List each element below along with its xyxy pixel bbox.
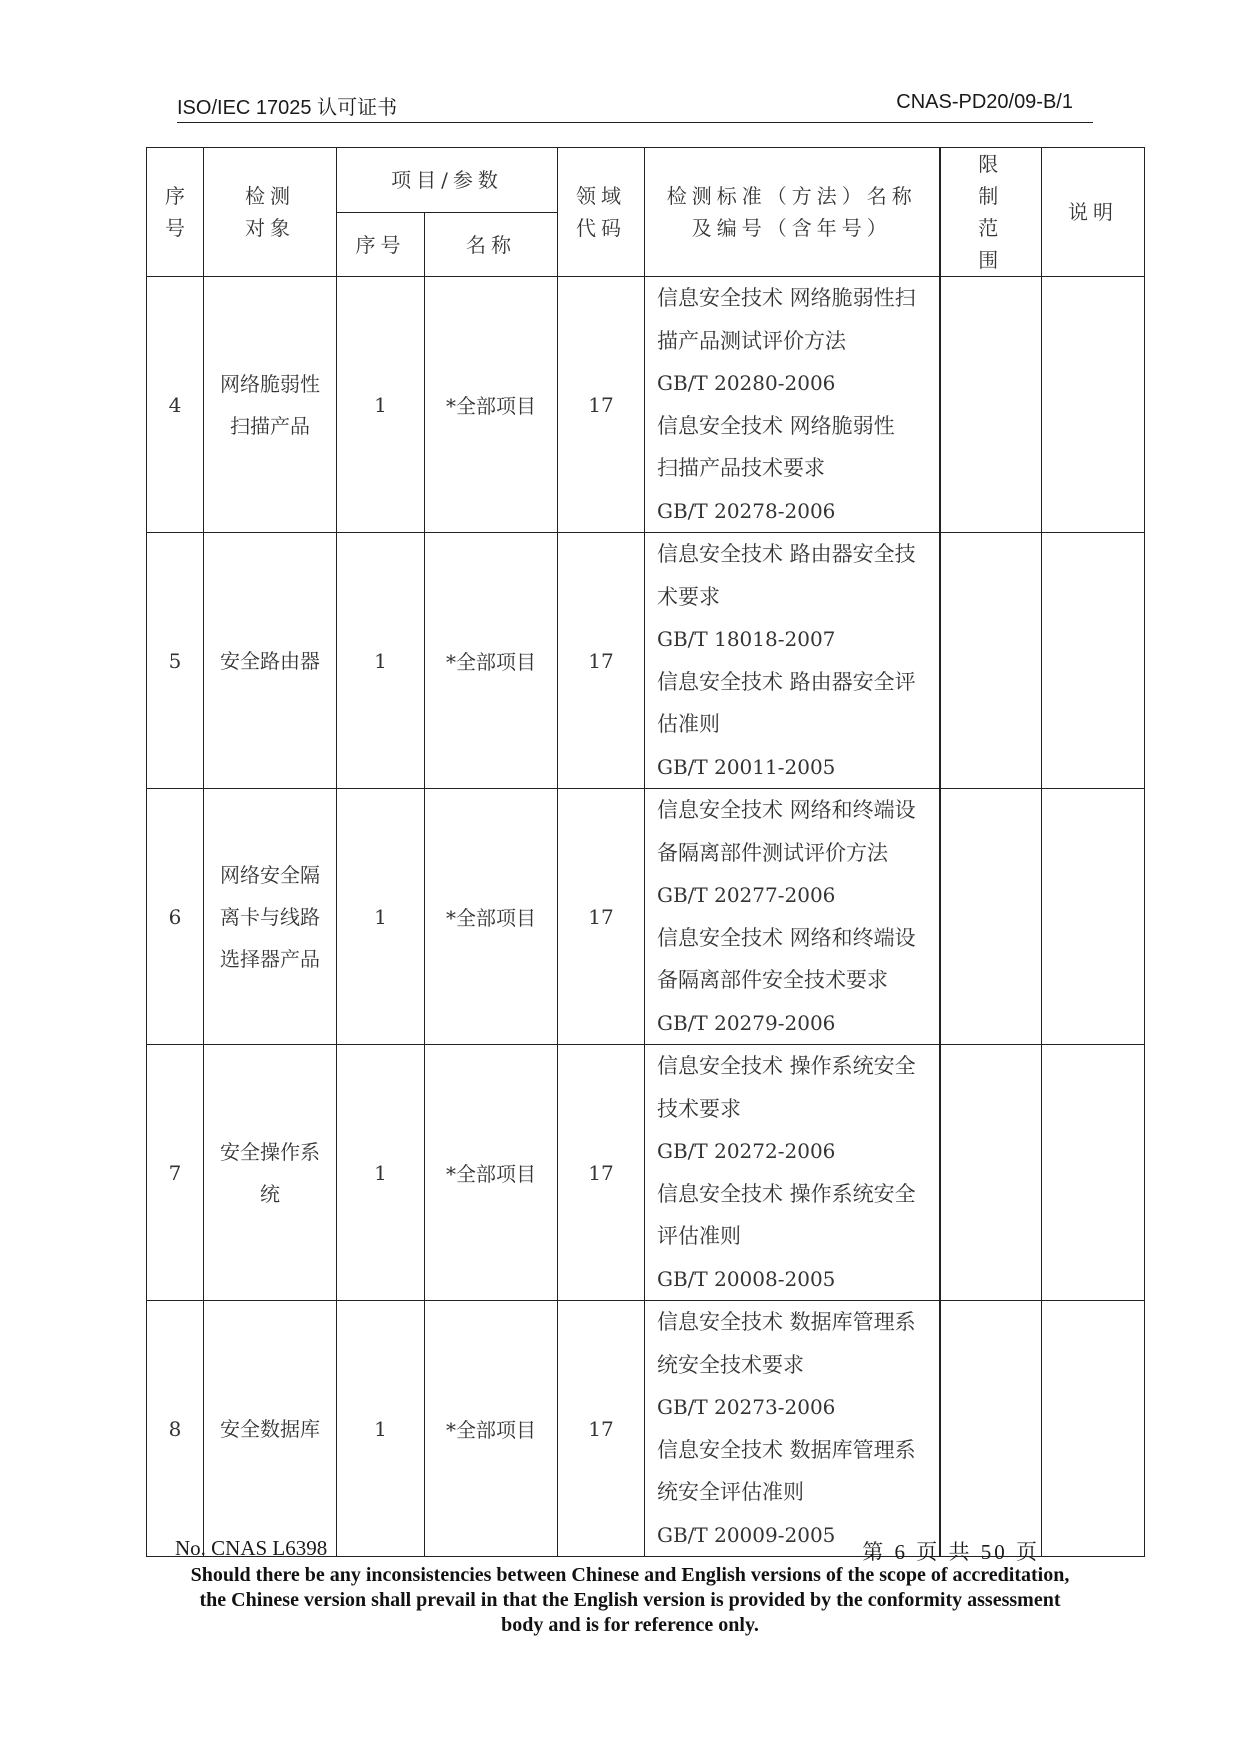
standard-line: 估准则 [657,712,720,736]
row-seq: 5 [147,533,204,789]
row-domain-code: 17 [558,1301,645,1557]
standard-line: 扫描产品技术要求 [657,456,825,480]
col-header-domain-code: 领域代码 [558,148,645,277]
row-object: 安全路由器 [204,533,337,789]
standard-code: GB/T 20280-2006 [657,371,836,395]
row-limit [940,533,1042,789]
standard-line: 信息安全技术 数据库管理系 [657,1437,916,1462]
standard-code: GB/T 20279-2006 [657,1010,836,1035]
row-note [1042,1045,1145,1301]
table-row [147,533,1145,789]
col-header-item-seq: 序号 [337,213,425,277]
row-limit [940,277,1042,533]
row-object: 网络脆弱性扫描产品 [204,277,337,533]
standard-line: 信息安全技术 路由器安全技 [657,542,916,566]
header-row [147,148,1145,213]
row-note [1042,1301,1145,1557]
table-row [147,789,1145,1045]
header-certificate-title: ISO/IEC 17025 认可证书 [177,97,398,119]
standard-line: 信息安全技术 数据库管理系 [657,1310,916,1334]
row-standard [645,533,940,789]
page-header [177,88,1093,123]
language-notice: Should there be any inconsistencies between Chinese and English versions of the scope of accreditation, the Chinese version shall prevail in that the English version is provided by the conformity assessment body and is for reference only. [190,1564,1070,1636]
standard-line: 备隔离部件安全技术要求 [657,968,888,992]
standard-line: 技术要求 [657,1096,741,1121]
row-standard [645,1301,940,1557]
standard-line: 描产品测试评价方法 [657,328,846,353]
row-item-seq: 1 [337,789,425,1045]
standard-line: 信息安全技术 操作系统安全 [657,1054,916,1078]
standard-line: 信息安全技术 网络和终端设 [657,925,916,950]
col-header-item-name: 名称 [425,213,558,277]
standard-line: 评估准则 [657,1224,741,1248]
standard-code: GB/T 18018-2007 [657,627,836,651]
row-domain-code: 17 [558,533,645,789]
col-header-note: 说明 [1042,148,1145,277]
row-limit [940,1301,1042,1557]
row-limit [940,1045,1042,1301]
standard-line: 信息安全技术 网络脆弱性扫 [657,286,916,310]
standard-code: GB/T 20008-2005 [657,1266,836,1291]
row-seq: 7 [147,1045,204,1301]
standard-line: 信息安全技术 网络和终端设 [657,798,916,822]
row-limit [940,789,1042,1045]
standard-code: GB/T 20011-2005 [657,754,836,779]
standard-line: 备隔离部件测试评价方法 [657,840,888,865]
row-item-seq: 1 [337,533,425,789]
standard-line: 统安全技术要求 [657,1352,804,1377]
row-item-seq: 1 [337,1045,425,1301]
row-note [1042,277,1145,533]
table-row [147,277,1145,533]
standard-line: 信息安全技术 网络脆弱性 [657,413,895,438]
standard-code: GB/T 20272-2006 [657,1139,836,1163]
page-number: 第 6 页 共 50 页 [862,1540,1040,1564]
row-seq: 6 [147,789,204,1045]
row-item-seq: 1 [337,277,425,533]
standard-code: GB/T 20273-2006 [657,1395,836,1419]
certificate-number: No. CNAS L6398 [175,1536,328,1560]
header-document-code: CNAS-PD20/09-B/1 [896,91,1073,113]
row-item-name: *全部项目 [425,1045,558,1301]
col-header-standard: 检测标准（方法）名称及编号（含年号） [645,148,940,277]
col-header-seq: 序号 [147,148,204,277]
row-object: 安全操作系统 [204,1045,337,1301]
page-footer [175,1536,1055,1562]
row-standard [645,277,940,533]
row-seq: 8 [147,1301,204,1557]
col-header-limit: 限制范围 [940,148,1042,277]
row-domain-code: 17 [558,277,645,533]
row-item-name: *全部项目 [425,1301,558,1557]
row-note [1042,533,1145,789]
col-header-object: 检测对象 [204,148,337,277]
standard-code: GB/T 20009-2005 [657,1522,836,1547]
row-object: 安全数据库 [204,1301,337,1557]
standard-line: 术要求 [657,584,720,609]
row-domain-code: 17 [558,789,645,1045]
row-seq: 4 [147,277,204,533]
standard-line: 信息安全技术 操作系统安全 [657,1181,916,1206]
row-standard [645,789,940,1045]
row-domain-code: 17 [558,1045,645,1301]
table-row [147,1045,1145,1301]
row-standard [645,1045,940,1301]
row-note [1042,789,1145,1045]
standard-line: 统安全评估准则 [657,1480,804,1504]
scope-table [146,147,1145,1557]
col-header-item-param: 项目/参数 [337,148,558,213]
standard-line: 信息安全技术 路由器安全评 [657,669,916,694]
standard-code: GB/T 20278-2006 [657,498,836,523]
standard-code: GB/T 20277-2006 [657,883,836,907]
row-item-seq: 1 [337,1301,425,1557]
row-item-name: *全部项目 [425,533,558,789]
row-item-name: *全部项目 [425,277,558,533]
row-item-name: *全部项目 [425,789,558,1045]
table-row [147,1301,1145,1557]
row-object: 网络安全隔离卡与线路选择器产品 [204,789,337,1045]
